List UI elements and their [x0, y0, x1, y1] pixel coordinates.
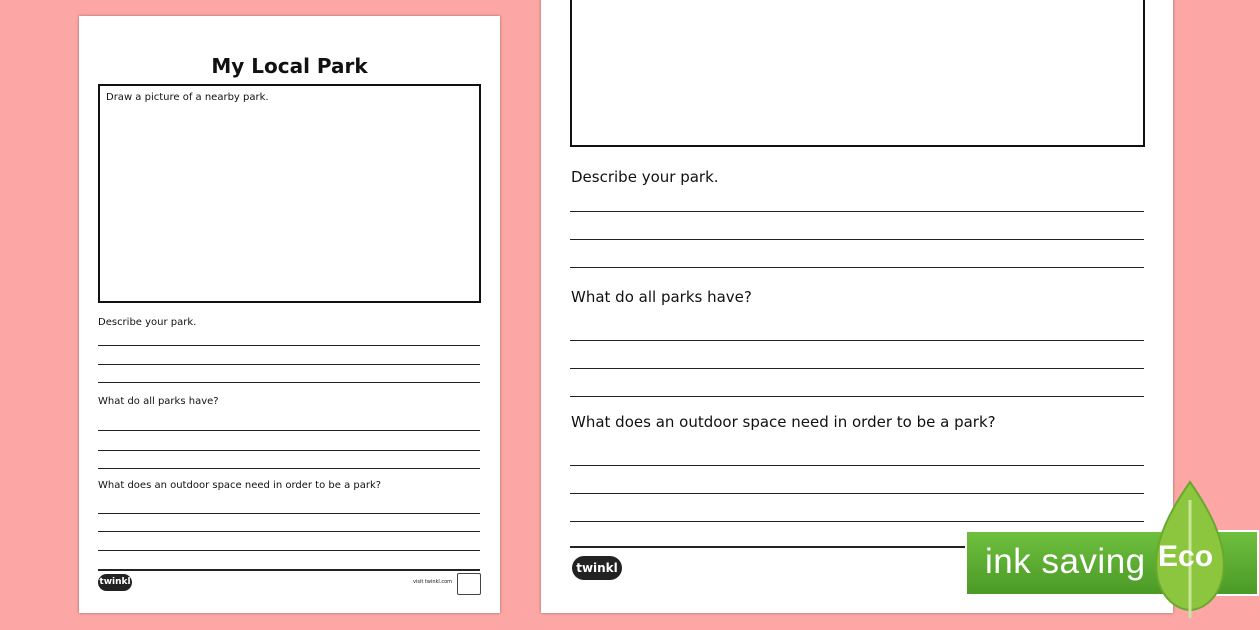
- answer-line: [98, 382, 480, 383]
- ink-saving-label: ink saving: [985, 542, 1146, 581]
- answer-line: [570, 521, 1144, 522]
- answer-line: [570, 267, 1144, 268]
- eco-badge-small: [457, 573, 481, 595]
- answer-line: [570, 211, 1144, 212]
- draw-prompt: Draw a picture of a nearby park.: [106, 92, 269, 103]
- answer-line: [98, 450, 480, 451]
- footer-rule: [98, 569, 480, 571]
- eco-label: Eco: [1158, 540, 1214, 573]
- worksheet-page-left: [79, 16, 500, 613]
- answer-line: [570, 493, 1144, 494]
- answer-line: [98, 468, 480, 469]
- answer-line: [98, 430, 480, 431]
- answer-line: [98, 364, 480, 365]
- question-describe: Describe your park.: [98, 317, 197, 328]
- drawing-box: [98, 84, 481, 303]
- question-outdoor-space: What does an outdoor space need in order to be a park?: [98, 480, 382, 491]
- answer-line: [570, 239, 1144, 240]
- twinkl-logo: twinkl: [572, 556, 622, 580]
- answer-line: [570, 465, 1144, 466]
- question-parks-have: What do all parks have?: [98, 396, 219, 407]
- answer-line: [98, 345, 480, 346]
- worksheet-page-right: [541, 0, 1173, 613]
- answer-line: [570, 368, 1144, 369]
- question-describe: Describe your park.: [571, 168, 719, 186]
- worksheet-title: My Local Park: [211, 54, 368, 78]
- answer-line: [98, 531, 480, 532]
- twinkl-logo: twinkl: [98, 574, 132, 591]
- answer-line: [570, 340, 1144, 341]
- drawing-box: [570, 0, 1145, 147]
- answer-line: [98, 513, 480, 514]
- answer-line: [98, 550, 480, 551]
- answer-line: [570, 396, 1144, 397]
- question-outdoor-space: What does an outdoor space need in order to be a park?: [571, 413, 996, 431]
- footer-url: visit twinkl.com: [413, 579, 453, 585]
- question-parks-have: What do all parks have?: [571, 288, 752, 306]
